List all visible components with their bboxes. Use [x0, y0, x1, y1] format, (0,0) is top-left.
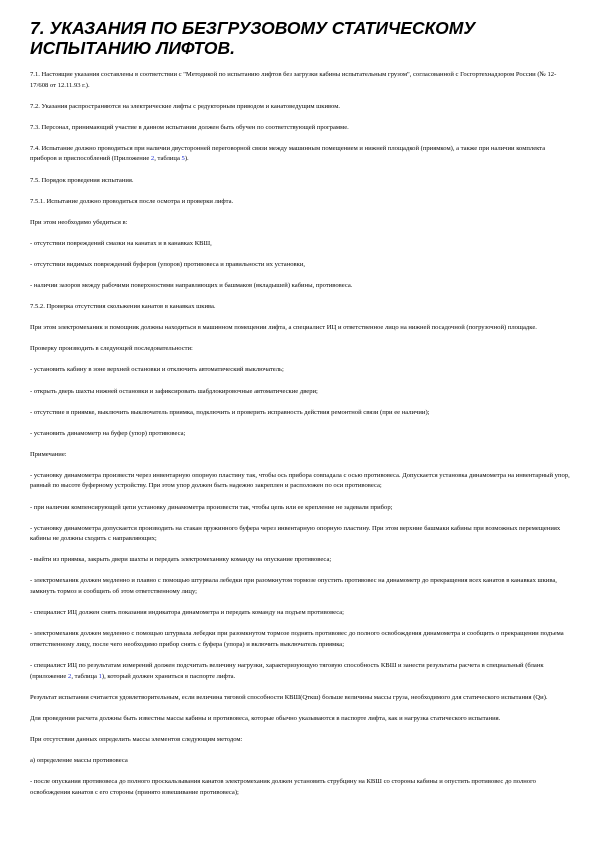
paragraph-result: Результат испытания считается удовлетворительным, если величина тяговой способности КВШ(Qткш) больше величины массы груза, необходимого для статического испытания (Qи).	[30, 693, 548, 701]
list-item-step-7: - специалист ИЦ должен снять показания индикатора динамометра и передать команду на подъем противовеса;	[30, 609, 345, 617]
paragraph-sequence: Проверку производить в следующей последовательности:	[30, 345, 193, 353]
list-item-step-5: - выйти из приямка, закрыть двери шахты и передать электромеханику команду на опускание противовеса;	[30, 556, 332, 564]
paragraph-7-5-1: 7.5.1. Испытание должно проводиться после осмотра и проверки лифта.	[30, 197, 234, 205]
paragraph-7-1: 7.1. Настоящие указания составлены в соответствии с "Методикой по испытанию лифтов без загрузки кабины испытательным грузом", согласованной с Госгортехнадзором России (№ 12-17/608 от 12.11.93 г.).	[30, 71, 557, 89]
subheading-counterweight-mass: а) определение массы противовеса	[30, 756, 128, 764]
step-9-text-c: ), который должен храниться в паспорте лифта.	[101, 672, 236, 680]
list-item-gaps: - наличии зазоров между рабочими поверхностями направляющих и башмаков (вкладышей) кабины, противовеса.	[30, 282, 353, 290]
paragraph-7-2: 7.2. Указания распространяются на электрические лифты с редукторным приводом и канатоведущим шкивом.	[30, 102, 341, 110]
paragraph-calculation: Для проведения расчета должны быть известны массы кабины и противовеса, которые обычно указываются в паспорте лифта, как и нагрузка статического испытания.	[30, 714, 501, 722]
list-item-step-8: - электромеханик должен медленно с помощью штурвала лебедки при разомкнутом тормозе поднять противовес до полного освобождения динамометра и сообщить о прекращении подъема ответственному лицу, после чего необходимо прибор снять с буфера (упора) и включить выключатель приямка;	[30, 630, 564, 648]
list-item-step-2: - открыть дверь шахты нижней остановки и зафиксировать шабдлокировочные автоматические двери;	[30, 387, 318, 395]
paragraph-7-4	[30, 144, 570, 165]
table-link[interactable]: 1	[98, 672, 102, 680]
paragraph-7-4-text-c: ).	[184, 155, 189, 163]
paragraph-personnel: При этом электромеханик и помощник должны находиться в машинном помещении лифта, а специалист ИЦ и ответственное лицо на нижней посадочной (погрузочной) площадке.	[30, 324, 537, 332]
list-item-step-4: - установить динамометр на буфер (упор) противовеса;	[30, 429, 186, 437]
document-body	[30, 70, 570, 809]
note-item-1: - установку динамометра произвести через инвентарную опорную пластину так, чтобы ось прибора совпадала с осью противовеса. Допускается установка динамометра на инвентарный упор, равный по высоте буферному устройству. При этом упор должен быть надежно закреплен и расположен по оси противовеса;	[30, 471, 570, 490]
appendix-link[interactable]: 2	[150, 155, 155, 163]
paragraph-7-4-text-a: 7.4. Испытание должно проводиться при наличии двусторонней переговорной связи между машинным помещением и нижней площадкой (приямком), а также при наличии комплекта приборов и приспособлений (Приложение	[30, 144, 546, 163]
list-item-counterweight: - после опускания противовеса до полного проскальзывания канатов электромеханик должен установить струбцину на КВШ со стороны кабины и опустить противовес до полного освобождения канатов с его стороны (принято взвешивание противовеса);	[30, 777, 536, 796]
paragraph-7-5-2: 7.5.2. Проверка отсутствия скольжения канатов в канавках шкива.	[30, 303, 216, 311]
list-item-step-6: - электромеханик должен медленно и плавно с помощью штурвала лебедки при разомкнутом тормозе опустить противовес на динамометр до прекращения всех канатов в канавках шкива, замкнуть тормоз и сообщить об этом ответственному лицу;	[30, 577, 557, 596]
step-9-text-a: - специалист ИЦ по результатам измерений должен подсчитать величину нагрузки, характеризующую тяговую способность КВШ и занести результаты расчета в специальный (бланк (приложение	[30, 661, 544, 680]
step-9-text-b: , таблица	[71, 672, 99, 680]
note-item-3: - установку динамометра допускается производить на стакан пружинного буфера через инвентарную опорную пластину. При этом верхние башмаки кабины при возможных перемещениях кабины не должны сходить с направляющих;	[30, 524, 561, 543]
list-item-step-9	[30, 661, 570, 682]
list-item-buffers: - отсутствии видимых повреждений буферов (упоров) противовеса и правильности их установки,	[30, 260, 306, 268]
list-item-step-3: - отсутствие в приямке, выключить выключатель приямка, подключить и проверить исправность действия ремонтной связи (при ее наличии);	[30, 408, 430, 416]
page-title: 7. УКАЗАНИЯ ПО БЕЗГРУЗОВОМУ СТАТИЧЕСКОМУ ИСПЫТАНИЮ ЛИФТОВ.	[30, 18, 476, 58]
paragraph-7-3: 7.3. Персонал, принимающий участие в данном испытании должен быть обучен по соответствующей программе.	[30, 123, 349, 131]
table-link[interactable]: 5	[181, 155, 185, 163]
appendix-link[interactable]: 2	[68, 672, 72, 680]
note-heading: Примечание:	[30, 450, 67, 458]
list-item-step-1: - установить кабину в зоне верхней остановки и отключить автоматический выключатель;	[30, 366, 284, 374]
list-item-grease: - отсутствии повреждений смазки на канатах и в канавках КВШ,	[30, 239, 212, 247]
paragraph-7-5: 7.5. Порядок проведения испытания.	[30, 176, 134, 184]
paragraph-7-4-text-b: , таблица	[154, 155, 182, 163]
note-item-2: - при наличии компенсирующей цепи установку динамометра произвести так, чтобы цепь или ее крепление не задевали прибор;	[30, 503, 393, 511]
paragraph-mass-method: При отсутствии данных определить массы элементов следующим методом:	[30, 735, 243, 743]
paragraph-check-intro: При этом необходимо убедиться в:	[30, 218, 128, 226]
